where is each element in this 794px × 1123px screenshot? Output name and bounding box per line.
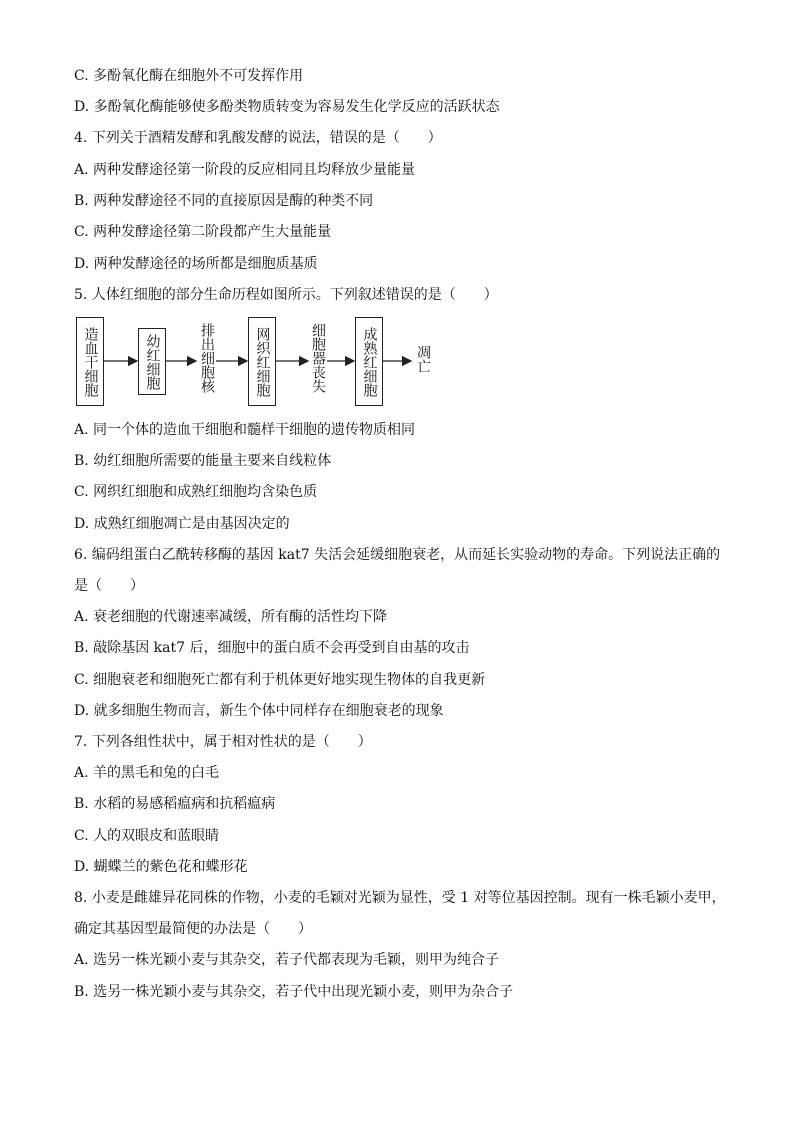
q4-option-c: C. 两种发酵途径第二阶段都产生大量能量	[74, 224, 332, 240]
q6-option-a: A. 衰老细胞的代谢速率减缓，所有酶的活性均下降	[74, 609, 388, 625]
line-c-prev: C. 多酚氧化酶在细胞外不可发挥作用	[74, 68, 304, 84]
q5-option-c: C. 网织红细胞和成熟红细胞均含染色质	[74, 484, 318, 500]
label-organelle-loss: 细胞器丧失	[310, 323, 326, 393]
question-7: 7. 下列各组性状中，属于相对性状的是（ ）	[74, 734, 372, 750]
question-8: 8. 小麦是雌雄异花同株的作物，小麦的毛颖对光颖为显性，受 1 对等位基因控制。现有一株毛颖小麦甲，	[74, 890, 726, 906]
q7-option-b: B. 水稻的易感稻瘟病和抗稻瘟病	[74, 796, 276, 812]
question-5: 5. 人体红细胞的部分生命历程如图所示。下列叙述错误的是（ ）	[74, 287, 498, 303]
q6-option-b: B. 敲除基因 kat7 后，细胞中的蛋白质不会再受到自由基的攻击	[74, 640, 470, 656]
q8-option-b: B. 选另一株光颖小麦与其杂交，若子代中出现光颖小麦，则甲为杂合子	[74, 984, 514, 1000]
q4-option-b: B. 两种发酵途径不同的直接原因是酶的种类不同	[74, 193, 374, 209]
q7-option-c: C. 人的双眼皮和蓝眼睛	[74, 828, 220, 844]
q4-option-a: A. 两种发酵途径第一阶段的反应相同且均释放少量能量	[74, 162, 416, 178]
question-4: 4. 下列关于酒精发酵和乳酸发酵的说法，错误的是（ ）	[74, 130, 442, 146]
box-reticulocyte: 网织红细胞	[248, 317, 276, 406]
q6-option-d: D. 就多细胞生物而言，新生个体中同样存在细胞衰老的现象	[74, 703, 444, 719]
label-expel-nucleus: 排出细胞核	[199, 323, 215, 393]
q5-option-b: B. 幼红细胞所需要的能量主要来自线粒体	[74, 453, 332, 469]
q7-option-a: A. 羊的黑毛和兔的白毛	[74, 765, 220, 781]
line-d-prev: D. 多酚氧化酶能够使多酚类物质转变为容易发生化学反应的活跃状态	[74, 99, 500, 115]
box-hematopoietic-stem-cell: 造血干细胞	[76, 317, 104, 406]
q7-option-d: D. 蝴蝶兰的紫色花和蝶形花	[74, 859, 248, 875]
q6-option-c: C. 细胞衰老和细胞死亡都有利于机体更好地实现生物体的自我更新	[74, 672, 486, 688]
q5-option-a: A. 同一个体的造血干细胞和髓样干细胞的遗传物质相同	[74, 422, 416, 438]
question-6-cont: 是（ ）	[74, 578, 144, 594]
red-blood-cell-diagram	[74, 315, 454, 410]
label-apoptosis: 凋亡	[415, 345, 431, 373]
q8-option-a: A. 选另一株光颖小麦与其杂交，若子代都表现为毛颖，则甲为纯合子	[74, 952, 500, 968]
q5-option-d: D. 成熟红细胞凋亡是由基因决定的	[74, 516, 290, 532]
box-erythroblast: 幼红细胞	[138, 328, 166, 395]
question-6: 6. 编码组蛋白乙酰转移酶的基因 kat7 失活会延缓细胞衰老，从而延长实验动物的寿命。下列说法正确的	[74, 547, 721, 563]
question-8-cont: 确定其基因型最简便的办法是（ ）	[74, 921, 312, 937]
box-mature-rbc: 成熟红细胞	[355, 317, 383, 406]
q4-option-d: D. 两种发酵途径的场所都是细胞质基质	[74, 256, 318, 272]
